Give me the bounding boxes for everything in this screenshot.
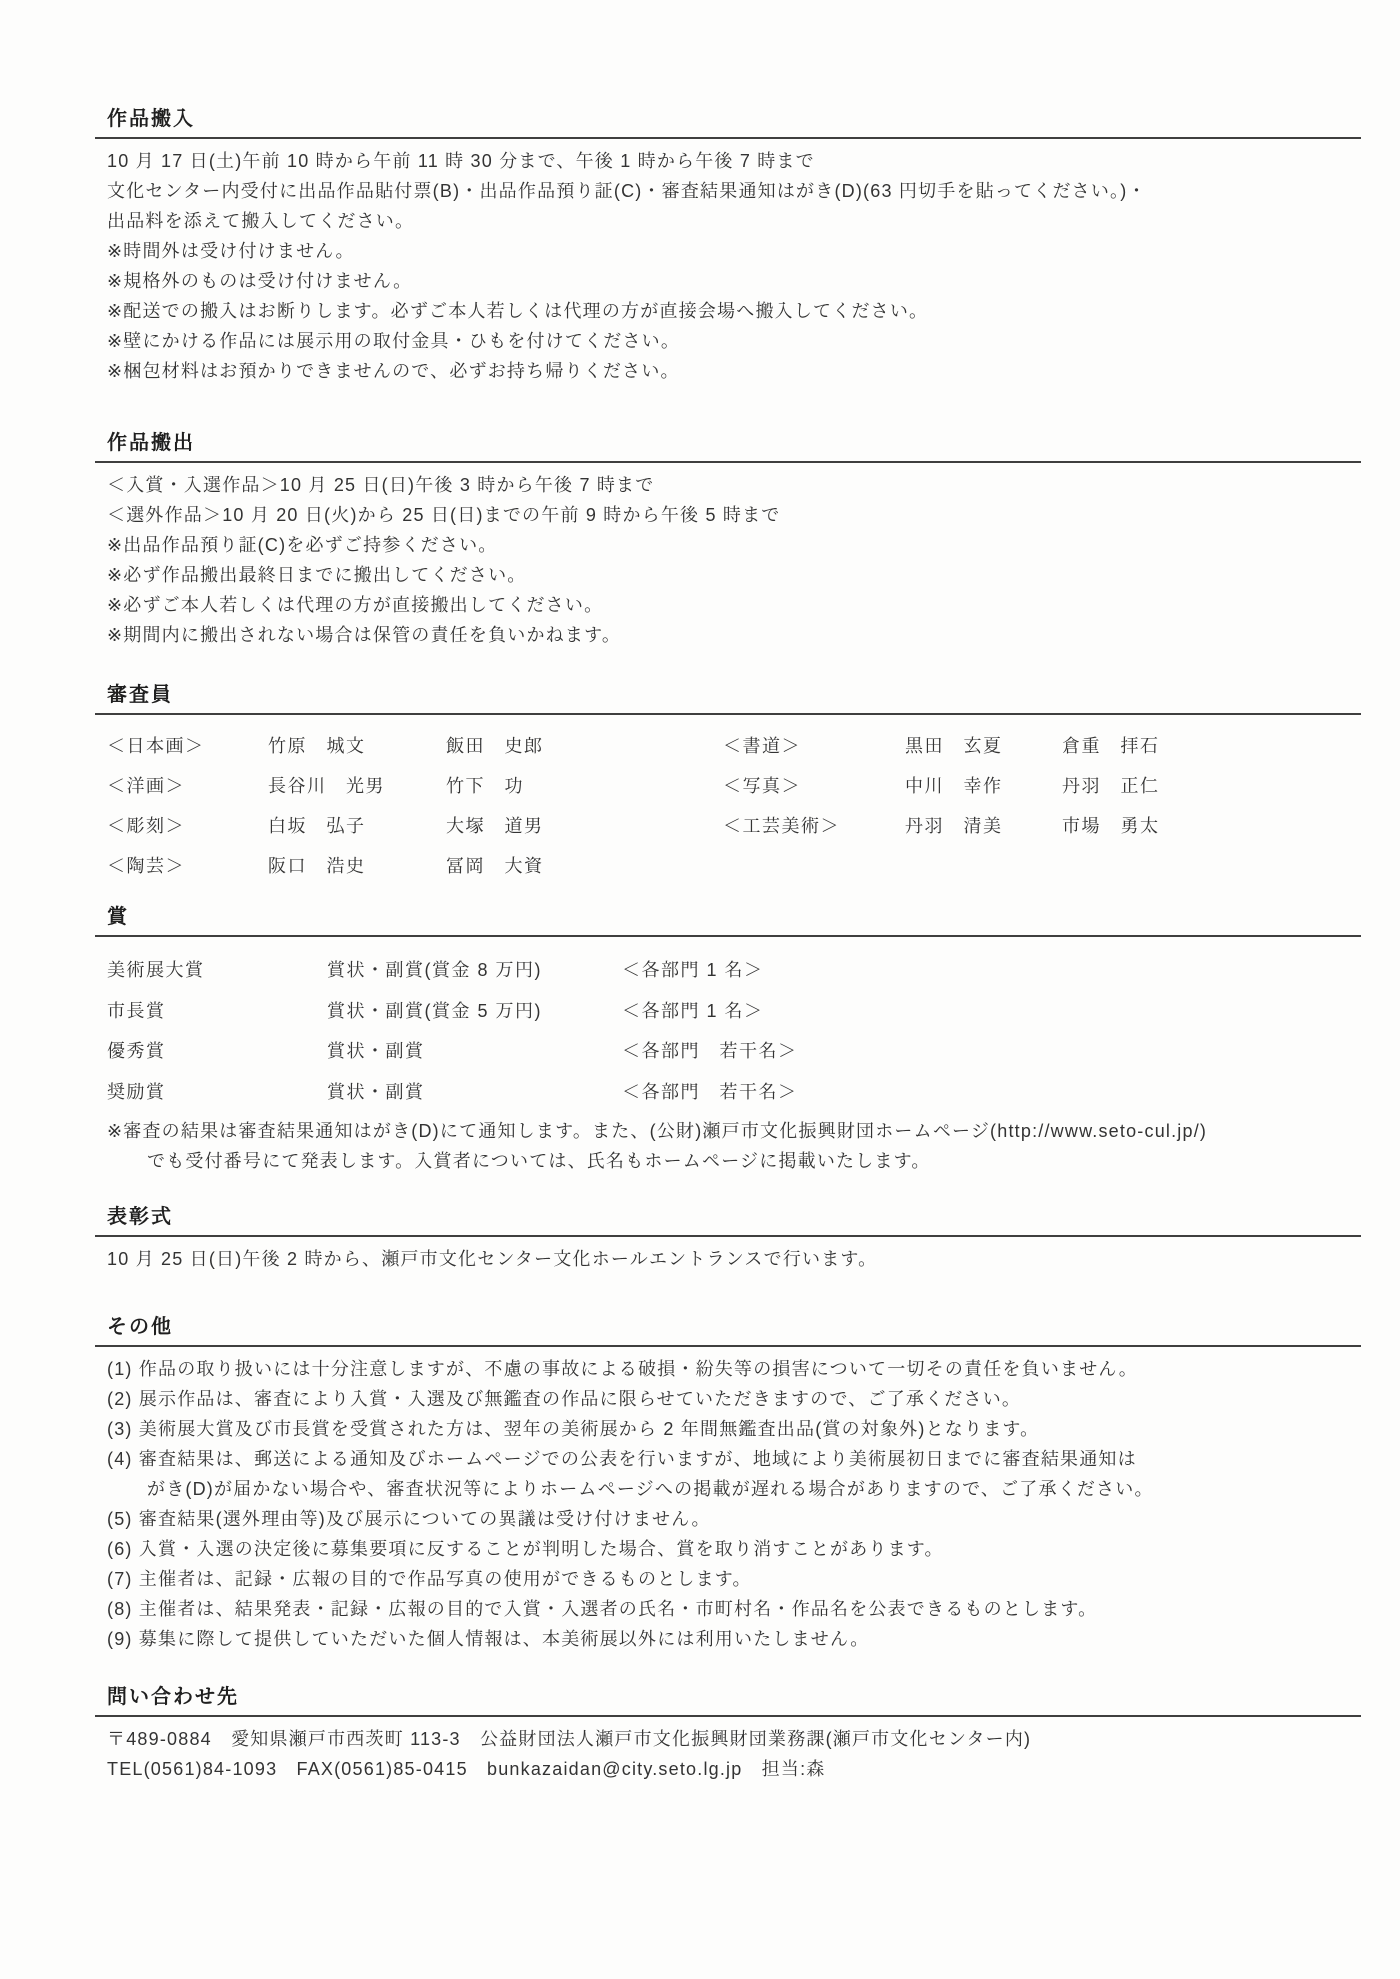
award-prize: 賞状・副賞(賞金 5 万円) [327,1000,543,1021]
judge-name: 大塚 道男 [446,816,544,836]
awards-note-line: でも受付番号にて発表します。入賞者については、氏名もホームページに掲載いたします。 [147,1151,931,1171]
awards-heading: 賞 [107,906,129,928]
ceremony-detail: 10 月 25 日(日)午後 2 時から、瀬戸市文化センター文化ホールエントランスで行います。 [107,1249,878,1269]
awards-table [95,950,1361,1112]
other-heading: その他 [107,1316,173,1338]
carry-out-rule [95,461,1361,463]
judge-category: ＜書道＞ [723,736,801,756]
judge-name: 倉重 拝石 [1062,736,1160,756]
contact-rule [95,1715,1361,1717]
judge-name: 飯田 史郎 [446,736,544,756]
award-prize: 賞状・副賞 [327,1041,425,1061]
other-item-4-continued: がき(D)が届かない場合や、審査状況等によりホームページへの掲載が遅れる場合がありますので、ご了承ください。 [147,1479,1154,1499]
contact-heading: 問い合わせ先 [107,1686,239,1708]
award-prize: 賞状・副賞(賞金 8 万円) [327,960,543,980]
carry-in-note: ※梱包材料はお預かりできませんので、必ずお持ち帰りください。 [107,361,680,381]
award-name: 優秀賞 [107,1041,166,1061]
award-name: 市長賞 [107,1000,166,1021]
contact-tel-fax-email: TEL(0561)84-1093 FAX(0561)85-0415 bunkazaidan@city.seto.lg.jp 担当:森 [107,1759,826,1779]
judge-name: 長谷川 光男 [268,776,385,796]
carry-out-heading: 作品搬出 [107,432,195,454]
carry-out-body [95,470,1361,650]
carry-out-note: ※必ずご本人若しくは代理の方が直接搬出してください。 [107,595,604,615]
awards-note-line: ※審査の結果は審査結果通知はがき(D)にて通知します。また、(公財)瀬戸市文化振興財団ホームページ(http://www.seto-cul.jp/) [107,1121,1208,1141]
carry-in-note: ※壁にかける作品には展示用の取付金具・ひもを付けてください。 [107,331,681,351]
award-name: 奨励賞 [107,1081,166,1102]
award-quota: ＜各部門 1 名＞ [622,960,764,980]
judge-category: ＜彫刻＞ [107,816,185,836]
judge-category: ＜日本画＞ [107,736,205,756]
other-item-2: (2) 展示作品は、審査により入賞・入選及び無鑑査の作品に限らせていただきますので、ご了承ください。 [107,1389,1022,1409]
carry-out-note: ※出品作品預り証(C)を必ずご持参ください。 [107,535,498,555]
judge-name: 阪口 浩史 [268,856,366,876]
section-carry-in [95,107,1361,386]
award-quota: ＜各部門 1 名＞ [622,1000,764,1021]
contact-address: 〒489-0884 愛知県瀬戸市西茨町 113-3 公益財団法人瀬戸市文化振興財団業務課(瀬戸市文化センター内) [107,1729,1032,1749]
other-body [95,1354,1361,1654]
carry-in-instruction: 文化センター内受付に出品作品貼付票(B)・出品作品預り証(C)・審査結果通知はがき(D)(63 円切手を貼ってください。)・ [107,181,1147,201]
judge-category: ＜工芸美術＞ [723,816,840,836]
carry-in-rule [95,137,1361,139]
carry-out-winners-schedule: ＜入賞・入選作品＞10 月 25 日(日)午後 3 時から午後 7 時まで [107,475,655,495]
judge-name: 中川 幸作 [905,776,1003,796]
ceremony-heading: 表彰式 [107,1206,173,1228]
judges-table [95,726,1361,886]
ceremony-body [95,1244,1361,1274]
other-rule [95,1345,1361,1347]
judge-name: 黒田 玄夏 [905,736,1003,756]
judges-heading: 審査員 [107,684,173,706]
carry-in-instruction-cont: 出品料を添えて搬入してください。 [107,211,415,231]
other-item-7: (7) 主催者は、記録・広報の目的で作品写真の使用ができるものとします。 [107,1569,752,1589]
other-item-6: (6) 入賞・入選の決定後に募集要項に反することが判明した場合、賞を取り消すことがあります。 [107,1539,944,1559]
judges-empty-cell [1062,846,1361,886]
carry-in-body [95,146,1361,386]
award-prize: 賞状・副賞 [327,1081,425,1102]
carry-in-schedule: 10 月 17 日(土)午前 10 時から午前 11 時 30 分まで、午後 1 時から午後 7 時まで [107,151,815,171]
section-contact [95,1685,1361,1784]
carry-in-note: ※配送での搬入はお断りします。必ずご本人若しくは代理の方が直接会場へ搬入してください。 [107,301,929,321]
judge-category: ＜写真＞ [723,776,801,796]
award-quota: ＜各部門 若干名＞ [622,1081,798,1102]
judge-name: 丹羽 清美 [905,816,1003,836]
other-item-5: (5) 審査結果(選外理由等)及び展示についての異議は受け付けません。 [107,1509,711,1529]
award-name: 美術展大賞 [107,960,205,980]
carry-out-note: ※期間内に搬出されない場合は保管の責任を負いかねます。 [107,625,622,645]
judges-rule [95,713,1361,715]
judge-name: 竹原 城文 [268,736,366,756]
judge-name: 丹羽 正仁 [1062,776,1160,796]
awards-rule [95,935,1361,937]
section-awards [95,905,1361,1176]
awards-note [95,1116,1361,1176]
carry-in-heading: 作品搬入 [107,108,195,130]
section-carry-out [95,431,1361,650]
judge-category: ＜洋画＞ [107,776,185,796]
judge-name: 白坂 弘子 [268,816,366,836]
carry-in-note: ※規格外のものは受け付けません。 [107,271,413,291]
carry-out-nonselected-schedule: ＜選外作品＞10 月 20 日(火)から 25 日(日)までの午前 9 時から午後 5 時まで [107,505,781,525]
award-quota: ＜各部門 若干名＞ [622,1041,798,1061]
other-item-3: (3) 美術展大賞及び市長賞を受賞された方は、翌年の美術展から 2 年間無鑑査出品(賞の対象外)となります。 [107,1419,1040,1439]
ceremony-rule [95,1235,1361,1237]
other-item-9: (9) 募集に際して提供していただいた個人情報は、本美術展以外には利用いたしません。 [107,1629,870,1649]
section-ceremony [95,1205,1361,1274]
judges-empty-cell [905,846,1062,886]
judge-name: 冨岡 大資 [446,856,544,876]
section-other [95,1315,1361,1654]
contact-body [95,1724,1361,1784]
judge-name: 市場 勇太 [1062,816,1160,836]
section-judges [95,683,1361,886]
judge-name: 竹下 功 [446,776,524,796]
other-item-4: (4) 審査結果は、郵送による通知及びホームページでの公表を行いますが、地域により美術展初日までに審査結果通知は [107,1449,1137,1469]
other-item-8: (8) 主催者は、結果発表・記録・広報の目的で入賞・入選者の氏名・市町村名・作品名を公表できるものとします。 [107,1599,1098,1619]
carry-in-note: ※時間外は受け付けません。 [107,241,355,261]
carry-out-note: ※必ず作品搬出最終日までに搬出してください。 [107,565,527,585]
judge-category: ＜陶芸＞ [107,856,185,876]
other-item-1: (1) 作品の取り扱いには十分注意しますが、不慮の事故による破損・紛失等の損害について一切その責任を負いません。 [107,1359,1138,1379]
judges-empty-cell [723,846,905,886]
